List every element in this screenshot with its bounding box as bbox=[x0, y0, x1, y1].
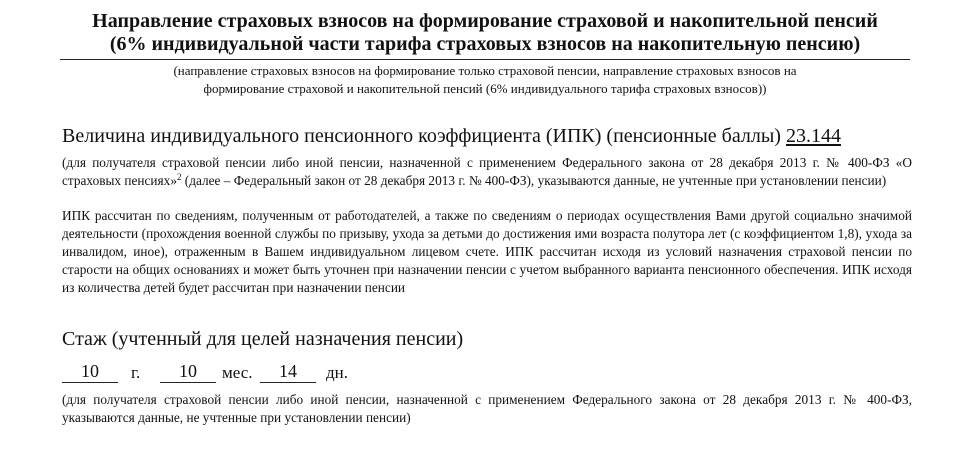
title-line-1: Направление страховых взносов на формирование страховой и накопительной пенсий bbox=[92, 10, 878, 32]
ipk-note-text-1: (для получателя страховой пенсии либо иной пенсии, назначенной с применением Федерального закона от 28 декабря 2013 г. № 400-ФЗ «О страховых пенсиях» bbox=[62, 155, 912, 188]
ipk-note-text-2: (далее – Федеральный закон от 28 декабря 2013 г. № 400-ФЗ), указываются данные, не учтенные при установлении пенсии) bbox=[181, 173, 887, 188]
title-divider bbox=[60, 59, 910, 60]
stazh-months-unit: мес. bbox=[222, 363, 253, 382]
title-subnote bbox=[70, 62, 900, 98]
stazh-heading: Стаж (учтенный для целей назначения пенсии) bbox=[62, 328, 464, 350]
ipk-value: 23.144 bbox=[785, 125, 841, 147]
ipk-label: Величина индивидуального пенсионного коэффициента (ИПК) (пенсионные баллы) bbox=[62, 125, 781, 147]
title-line-2: (6% индивидуальной части тарифа страховых взносов на накопительную пенсию) bbox=[109, 33, 861, 55]
ipk-heading bbox=[62, 124, 841, 148]
stazh-months-field: 10 bbox=[160, 359, 216, 383]
stazh-days-field: 14 bbox=[260, 359, 316, 383]
footnote-ref: 2 bbox=[176, 172, 182, 182]
stazh-years-unit: г. bbox=[131, 363, 141, 382]
stazh-note: (для получателя страховой пенсии либо иной пенсии, назначенной с применением Федерального закона от 28 декабря 2013 г. № 400-ФЗ, указываются данные, не учтенные при установлении пенсии) bbox=[62, 392, 912, 425]
subnote-line-1: (направление страховых взносов на формирование только страховой пенсии, направление страховых взносов на bbox=[173, 63, 797, 78]
stazh-days-unit: дн. bbox=[326, 363, 348, 382]
document-title bbox=[60, 10, 910, 56]
ipk-note bbox=[62, 154, 912, 190]
stazh-years-field: 10 bbox=[62, 359, 118, 383]
ipk-explanation: ИПК рассчитан по сведениям, полученным от работодателей, а также по сведениям о периодах осуществления Вами другой социально значимой деятельности (прохождения военной службы по призыву, ухода за детьми до достижения ими возраста полутора лет (с коэффициентом 1,8), ухода за инвалидом, иное), отраженным в Вашем индивидуальном лицевом счете. ИПК рассчитан исходя из условий назначения страховой пенсии по старости на общих основаниях и может быть уточнен при назначении пенсии с учетом выбранного варианта пенсионного обеспечения. ИПК исходя из количества детей будет рассчитан при назначении пенсии bbox=[62, 208, 912, 295]
subnote-line-2: формирование страховой и накопительной пенсий (6% индивидуального тарифа страховых взносов)) bbox=[203, 81, 767, 96]
